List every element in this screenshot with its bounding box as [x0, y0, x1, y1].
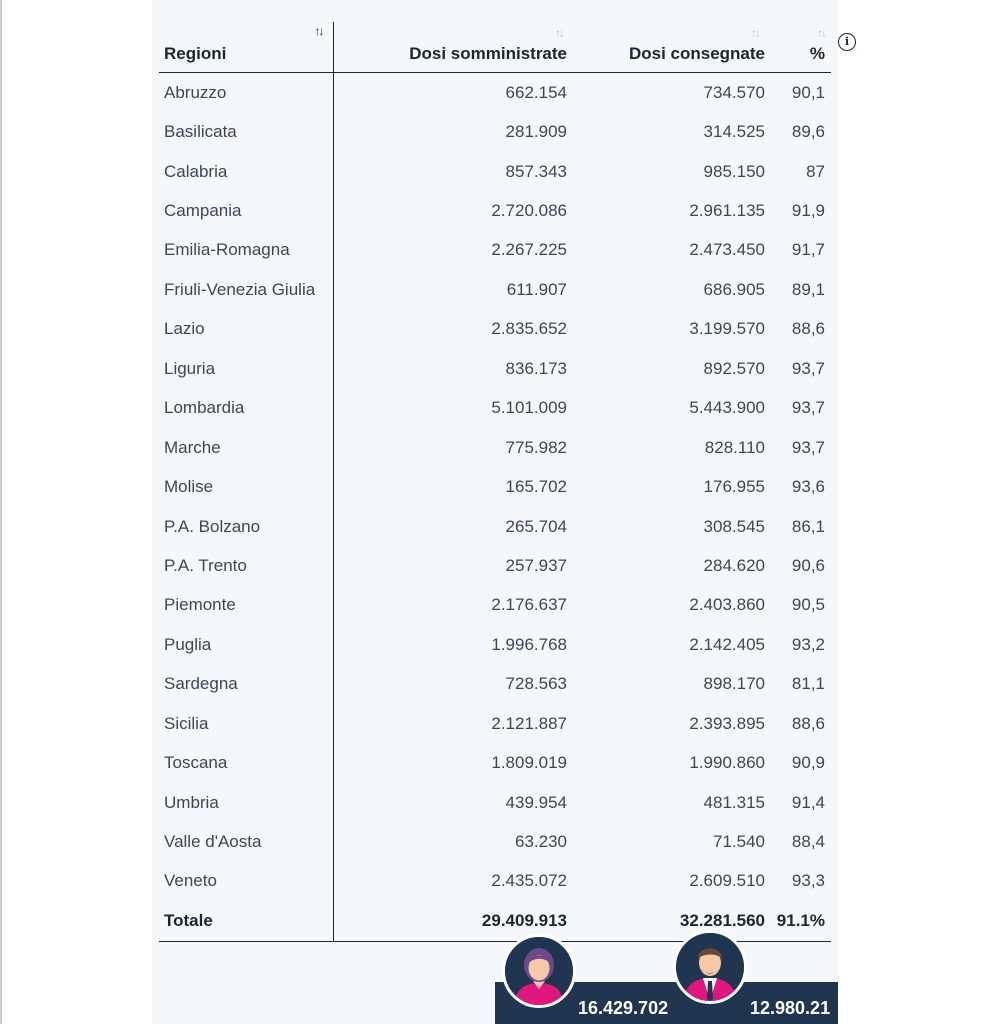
column-header-percent[interactable] — [765, 22, 831, 73]
cell-total-percent: 91.1% — [765, 901, 831, 941]
table-row — [159, 507, 831, 546]
cell-delivered: 71.540 — [713, 832, 765, 852]
table-row — [159, 73, 831, 113]
cell-delivered: 2.142.405 — [689, 634, 765, 654]
cell-percent: 90,5 — [791, 595, 825, 615]
column-header-label: % — [809, 44, 825, 63]
table-row — [159, 625, 831, 664]
cell-delivered: 828.110 — [704, 437, 765, 457]
table-row — [159, 310, 831, 349]
cell-percent: 90,1 — [791, 82, 825, 102]
cell-percent: 93,6 — [791, 477, 825, 497]
cell-administered: 257.937 — [505, 555, 567, 575]
cell-delivered: 686.905 — [703, 279, 765, 299]
cell-region: Basilicata — [159, 112, 333, 151]
cell-percent: 86,1 — [791, 516, 825, 536]
cell-region: Friuli-Venezia Giulia — [159, 270, 333, 309]
cell-region: Calabria — [159, 152, 333, 191]
cell-region: Abruzzo — [159, 73, 333, 113]
male-avatar-graphic — [676, 933, 744, 1001]
table-row — [159, 704, 831, 743]
table-row — [159, 191, 831, 230]
cell-percent: 91,4 — [791, 792, 825, 812]
cell-percent: 87 — [806, 161, 825, 181]
cell-region: Marche — [159, 428, 333, 467]
cell-administered: 281.909 — [505, 122, 567, 142]
column-header-dosi-somministrate[interactable] — [333, 22, 567, 73]
cell-region: Piemonte — [159, 586, 333, 625]
table-row — [159, 152, 831, 191]
cell-region: Sicilia — [159, 704, 333, 743]
cell-administered: 857.343 — [505, 161, 567, 181]
cell-delivered: 2.403.860 — [689, 595, 765, 615]
cell-administered: 611.907 — [506, 279, 567, 299]
cell-region: Valle d'Aosta — [159, 822, 333, 861]
cell-administered: 2.435.072 — [491, 871, 567, 891]
cell-region: Sardegna — [159, 665, 333, 704]
cell-delivered: 176.955 — [703, 477, 765, 497]
female-count: 16.429.702 — [578, 998, 669, 1018]
cell-percent: 89,6 — [791, 122, 825, 142]
cell-delivered: 2.609.510 — [689, 871, 765, 891]
cell-percent: 81,1 — [791, 674, 825, 694]
female-avatar-icon — [502, 934, 576, 1008]
cell-administered: 836.173 — [505, 358, 567, 378]
cell-administered: 2.121.887 — [491, 713, 567, 733]
cell-administered: 728.563 — [505, 674, 567, 694]
table-header-row — [159, 22, 831, 73]
cell-administered: 165.702 — [505, 477, 567, 497]
cell-region: Puglia — [159, 625, 333, 664]
cell-percent: 93,7 — [791, 358, 825, 378]
cell-percent: 93,7 — [791, 398, 825, 418]
cell-region: Emilia-Romagna — [159, 231, 333, 270]
table-row — [159, 743, 831, 782]
cell-administered: 2.267.225 — [491, 240, 567, 260]
cell-administered: 63.230 — [515, 832, 567, 852]
table-row — [159, 783, 831, 822]
column-header-label: Regioni — [164, 44, 227, 63]
cell-total-label: Totale — [159, 901, 333, 941]
table-row — [159, 270, 831, 309]
cell-region: P.A. Bolzano — [159, 507, 333, 546]
cell-percent: 93,7 — [791, 437, 825, 457]
cell-percent: 90,6 — [791, 555, 825, 575]
cell-percent: 88,6 — [791, 713, 825, 733]
cell-administered: 2.835.652 — [491, 319, 567, 339]
cell-percent: 88,4 — [791, 832, 825, 852]
cell-percent: 88,6 — [791, 319, 825, 339]
cell-administered: 1.996.768 — [491, 634, 567, 654]
cell-delivered: 2.961.135 — [689, 201, 765, 221]
cell-administered: 775.982 — [505, 437, 567, 457]
sort-icon[interactable]: ↑↓ — [817, 26, 825, 40]
column-header-label: Dosi consegnate — [628, 44, 765, 63]
cell-delivered: 314.525 — [703, 122, 765, 142]
info-icon[interactable]: i — [838, 33, 856, 51]
sort-icon[interactable]: ↑↓ — [314, 24, 323, 38]
cell-administered: 2.176.637 — [491, 595, 567, 615]
column-header-dosi-consegnate[interactable] — [567, 22, 765, 73]
table-body — [159, 73, 831, 942]
vaccine-doses-table-container — [159, 22, 831, 942]
table-row — [159, 862, 831, 901]
window-edge — [0, 0, 2, 1024]
cell-delivered: 3.199.570 — [689, 319, 765, 339]
cell-percent: 93,3 — [791, 871, 825, 891]
cell-delivered: 892.570 — [703, 358, 765, 378]
cell-percent: 91,9 — [791, 201, 825, 221]
cell-delivered: 985.150 — [703, 161, 765, 181]
column-header-label: Dosi somministrate — [409, 44, 567, 63]
cell-total-delivered: 32.281.560 — [567, 901, 765, 941]
column-header-regioni[interactable] — [159, 22, 333, 73]
male-avatar-icon — [673, 930, 747, 1004]
female-avatar-graphic — [505, 937, 573, 1005]
cell-administered: 1.809.019 — [491, 753, 567, 773]
cell-percent: 93,2 — [791, 634, 825, 654]
cell-delivered: 284.620 — [703, 555, 765, 575]
cell-region: P.A. Trento — [159, 546, 333, 585]
table-row — [159, 665, 831, 704]
cell-administered: 5.101.009 — [491, 398, 567, 418]
cell-delivered: 1.990.860 — [689, 753, 765, 773]
table-row — [159, 231, 831, 270]
cell-region: Umbria — [159, 783, 333, 822]
table-row — [159, 349, 831, 388]
cell-region: Lombardia — [159, 389, 333, 428]
cell-region: Liguria — [159, 349, 333, 388]
cell-delivered: 2.473.450 — [689, 240, 765, 260]
cell-total-administered: 29.409.913 — [333, 901, 567, 941]
cell-administered: 265.704 — [505, 516, 567, 536]
sort-icon[interactable]: ↑↓ — [555, 26, 563, 40]
cell-delivered: 898.170 — [703, 674, 765, 694]
cell-delivered: 734.570 — [703, 82, 765, 102]
cell-administered: 2.720.086 — [491, 201, 567, 221]
cell-region: Veneto — [159, 862, 333, 901]
table-row — [159, 112, 831, 151]
vaccine-doses-table — [159, 22, 831, 942]
cell-delivered: 5.443.900 — [689, 398, 765, 418]
sort-icon[interactable]: ↑↓ — [751, 26, 759, 40]
table-row — [159, 546, 831, 585]
cell-delivered: 2.393.895 — [689, 713, 765, 733]
male-count: 12.980.21 — [750, 998, 831, 1018]
table-row — [159, 428, 831, 467]
cell-percent: 91,7 — [791, 240, 825, 260]
cell-delivered: 481.315 — [703, 792, 765, 812]
cell-delivered: 308.545 — [703, 516, 765, 536]
table-row — [159, 822, 831, 861]
cell-percent: 90,9 — [791, 753, 825, 773]
cell-percent: 89,1 — [791, 279, 825, 299]
table-row — [159, 586, 831, 625]
table-row — [159, 389, 831, 428]
table-row — [159, 467, 831, 506]
cell-region: Campania — [159, 191, 333, 230]
cell-region: Lazio — [159, 310, 333, 349]
cell-region: Molise — [159, 467, 333, 506]
cell-region: Toscana — [159, 743, 333, 782]
cell-administered: 439.954 — [505, 792, 567, 812]
cell-administered: 662.154 — [505, 82, 567, 102]
